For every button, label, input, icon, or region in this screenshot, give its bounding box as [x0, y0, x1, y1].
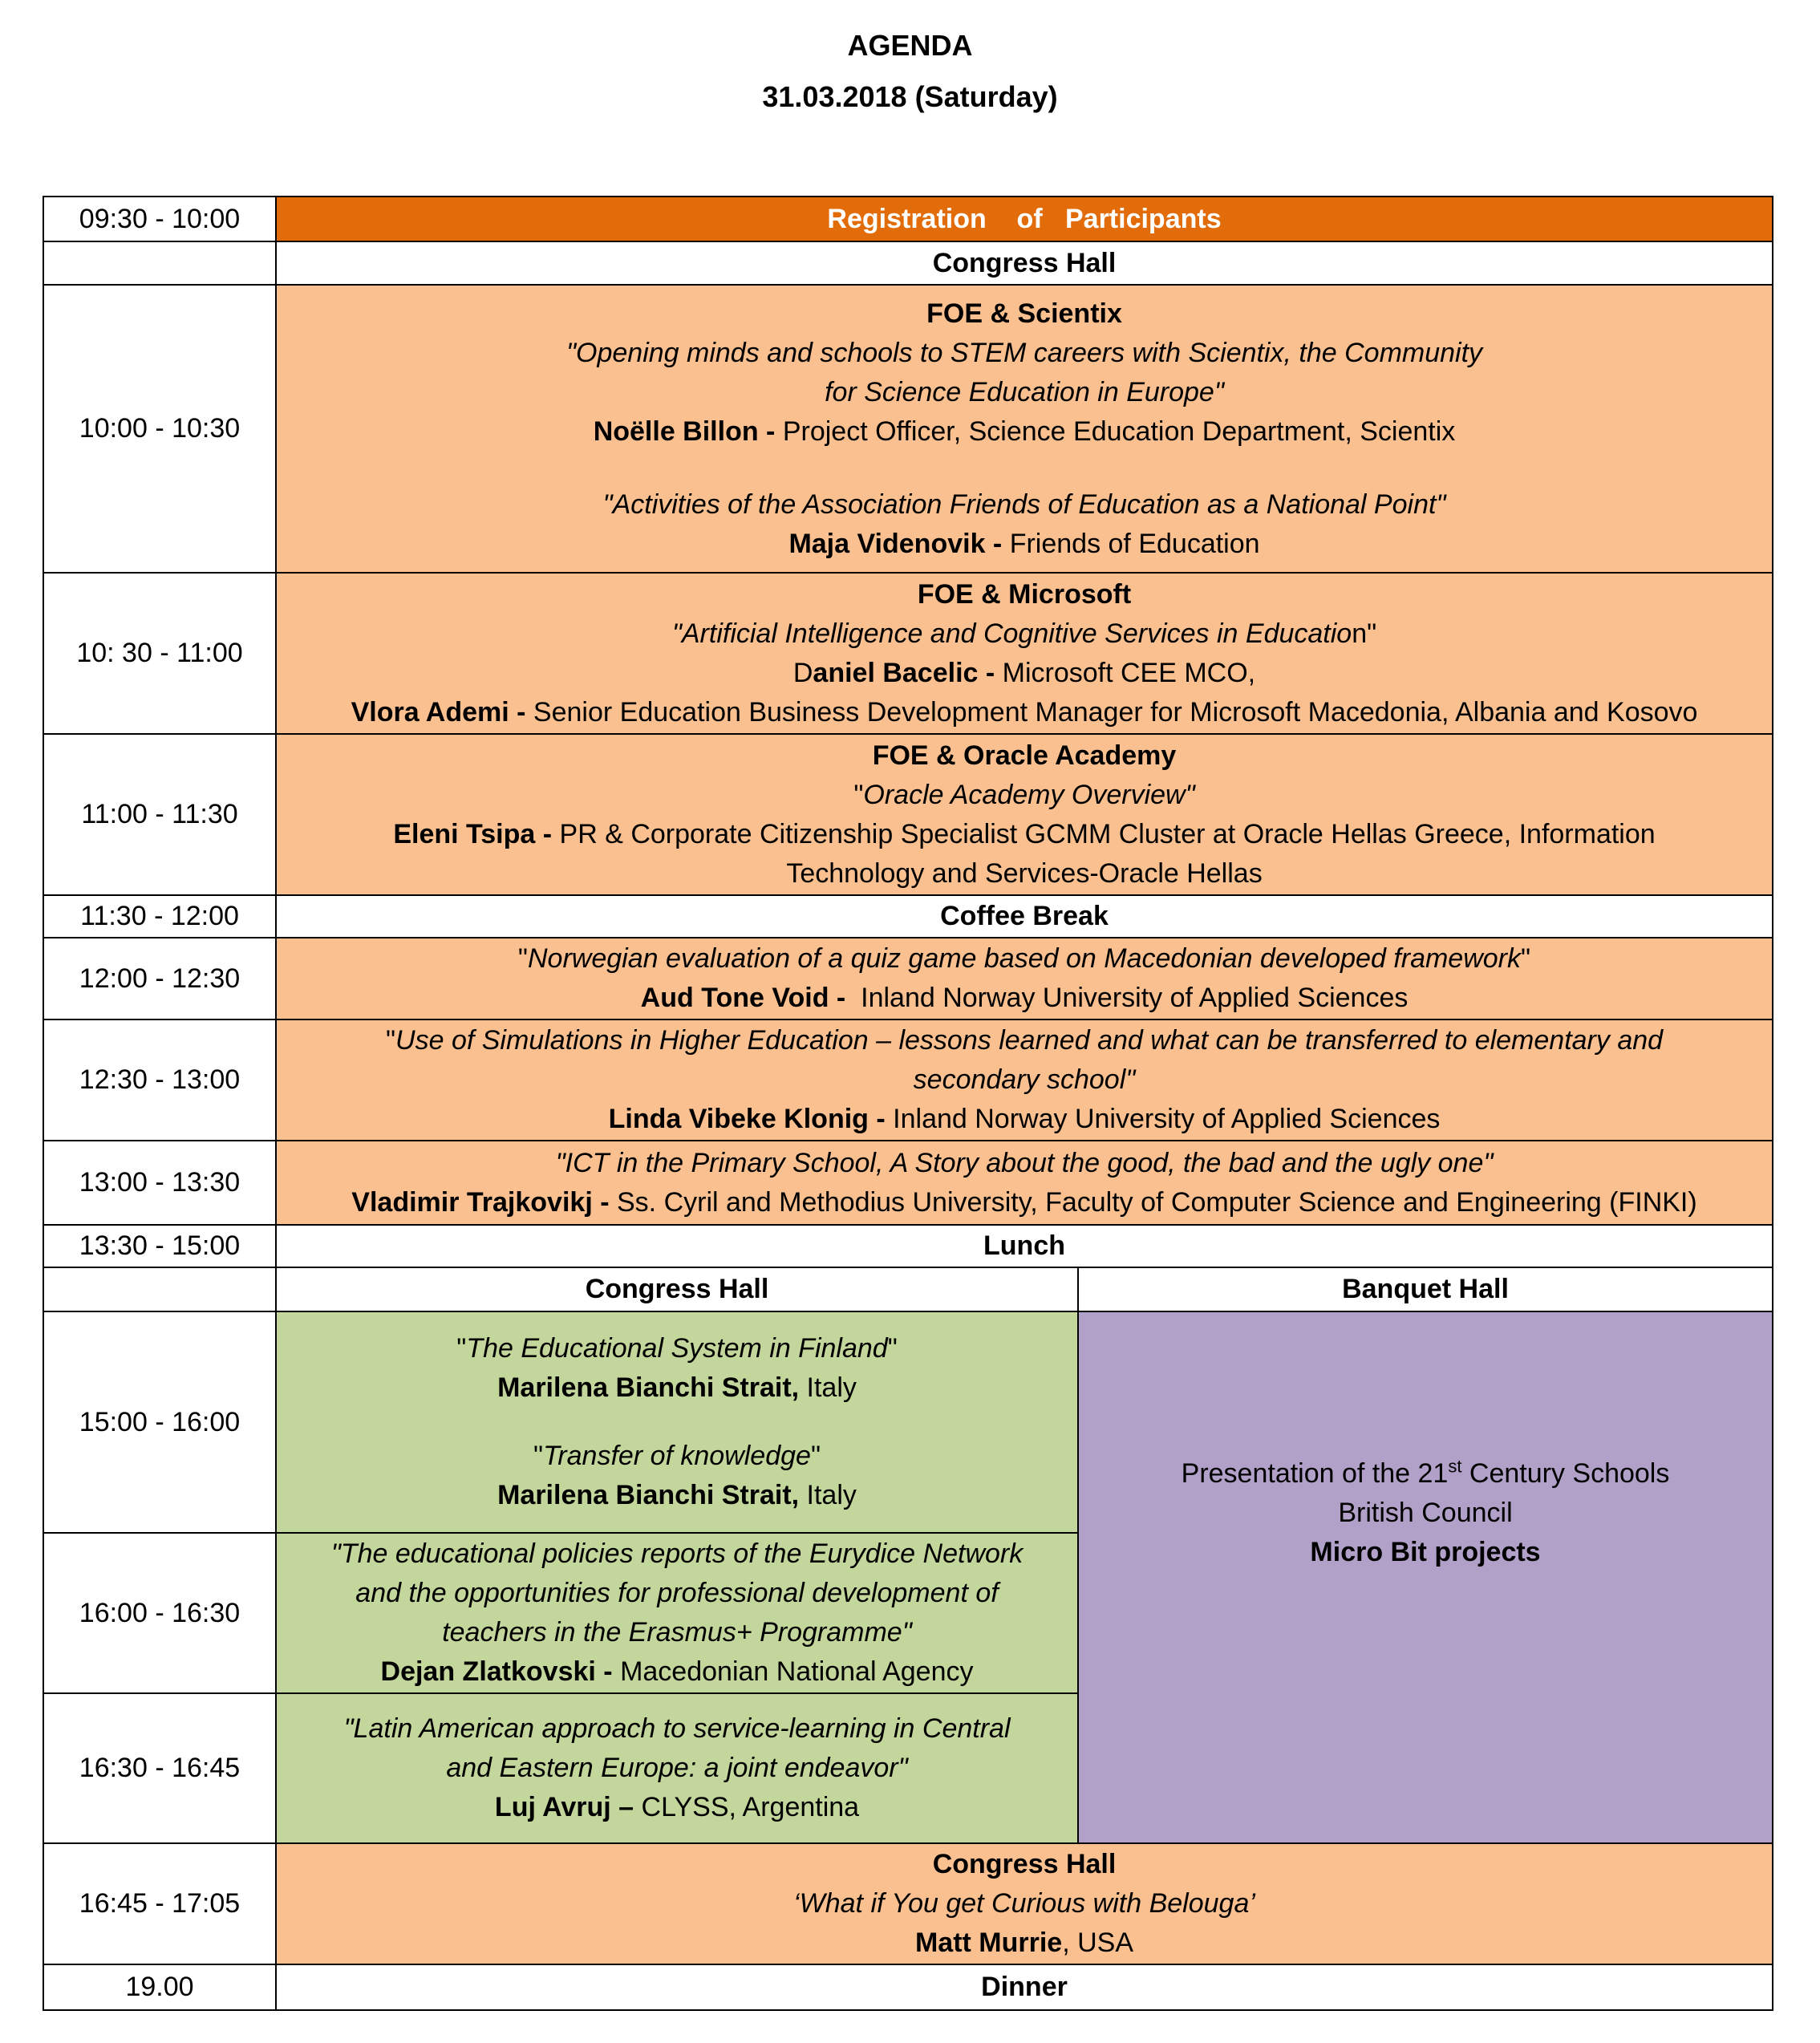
table-row — [43, 895, 1773, 938]
speaker-affiliation-cont: Technology and Services-Oracle Hellas — [786, 857, 1263, 889]
speaker-line — [282, 1476, 1072, 1515]
venue-congress-hall: Congress Hall — [932, 1849, 1117, 1879]
speaker-line — [282, 412, 1767, 452]
banquet-text: Presentation of the 21 — [1181, 1458, 1449, 1489]
session-org: FOE & Microsoft — [917, 578, 1132, 610]
quote-mark: " — [385, 1025, 396, 1056]
talk-title: "ICT in the Primary School, A Story about the good, the bad and the ugly one" — [555, 1147, 1494, 1178]
talk-title-cont: teachers in the Erasmus+ Programme" — [442, 1617, 912, 1648]
time-cell: 15:00 - 16:00 — [43, 1311, 276, 1533]
time-cell: 19.00 — [43, 1964, 276, 2010]
session-microsoft — [276, 573, 1773, 734]
speaker-name: Maja Videnovik - — [788, 528, 1003, 559]
superscript: st — [1448, 1456, 1462, 1477]
speaker-affiliation: Senior Education Business Development Manager for Microsoft Macedonia, Albania and Kosovo — [525, 696, 1698, 728]
talk-title-italic: Norwegian evaluation of a quiz game based on Macedonian developed framework — [528, 943, 1521, 974]
talk-title-italic: Transfer of knowledge — [543, 1441, 811, 1471]
banquet-line — [1084, 1454, 1767, 1494]
session-org: FOE & Scientix — [926, 298, 1122, 329]
speaker-affiliation: Italy — [799, 1480, 857, 1510]
agenda-table — [43, 196, 1773, 2011]
table-row — [43, 734, 1773, 895]
session-scientix — [276, 285, 1773, 573]
speaker-line — [282, 1100, 1767, 1139]
venue-congress-hall: Congress Hall — [276, 241, 1773, 285]
speaker-name: Eleni Tsipa - — [393, 818, 553, 849]
speaker-affiliation: Friends of Education — [1002, 528, 1260, 559]
speaker-name: Marilena Bianchi Strait, — [497, 1372, 800, 1403]
time-cell: 13:30 - 15:00 — [43, 1225, 276, 1267]
session-latin-america — [276, 1693, 1078, 1843]
quote-mark: " — [853, 779, 864, 810]
agenda-date: 31.03.2018 (Saturday) — [762, 80, 1058, 113]
time-cell: 16:30 - 16:45 — [43, 1693, 276, 1843]
time-cell: 12:30 - 13:00 — [43, 1019, 276, 1141]
speaker-affiliation: Inland Norway University of Applied Sciences — [885, 1104, 1441, 1134]
speaker-affiliation: Microsoft CEE MCO, — [995, 657, 1256, 688]
time-cell: 13:00 - 13:30 — [43, 1141, 276, 1225]
speaker-line — [282, 1788, 1072, 1827]
table-row — [43, 1141, 1773, 1225]
talk-title-italic: "Artificial Intelligence and Cognitive Services in Educatio — [671, 618, 1352, 649]
speaker-name: Luj Avruj – — [494, 1792, 634, 1822]
speaker-name: Aud Tone Void - — [640, 983, 853, 1013]
time-cell: 11:00 - 11:30 — [43, 734, 276, 895]
time-cell: 16:45 - 17:05 — [43, 1843, 276, 1964]
quote-mark: " — [1521, 943, 1531, 974]
quote-mark: " — [517, 943, 528, 974]
spacer — [282, 452, 1767, 485]
table-row — [43, 938, 1773, 1019]
banquet-org: British Council — [1338, 1498, 1513, 1528]
session-oracle — [276, 734, 1773, 895]
talk-title-cont: and the opportunities for professional development of — [355, 1578, 999, 1608]
talk-title-end: n" — [1352, 618, 1377, 649]
talk-title: ‘What if You get Curious with Belouga’ — [793, 1888, 1255, 1919]
speaker-affiliation: Ss. Cyril and Methodius University, Faculty of Computer Science and Engineering (FINKI) — [609, 1186, 1697, 1218]
talk-title — [282, 939, 1767, 979]
venue-banquet-hall: Banquet Hall — [1078, 1267, 1773, 1311]
table-row — [43, 285, 1773, 573]
talk-title — [282, 1437, 1072, 1476]
talk-title — [282, 776, 1767, 815]
coffee-break: Coffee Break — [276, 895, 1773, 938]
talk-title-cont: and Eastern Europe: a joint endeavor" — [446, 1753, 908, 1783]
speaker-name: aniel Bacelic - — [813, 657, 995, 688]
speaker-line — [282, 1368, 1072, 1408]
dinner: Dinner — [276, 1964, 1773, 2010]
agenda-title: AGENDA — [847, 29, 973, 62]
registration-banner: Registration of Participants — [276, 197, 1773, 241]
speaker-affiliation: Project Officer, Science Education Department, Scientix — [775, 415, 1456, 447]
session-org: FOE & Oracle Academy — [872, 740, 1177, 771]
talk-title — [282, 614, 1767, 654]
lunch-break: Lunch — [276, 1225, 1773, 1267]
speaker-initial: D — [792, 657, 813, 688]
talk-title-cont: secondary school" — [913, 1064, 1136, 1095]
speaker-name: Vladimir Trajkovikj - — [351, 1186, 610, 1218]
talk-title: "Latin American approach to service-learning in Central — [343, 1713, 1011, 1744]
speaker-name: Matt Murrie — [914, 1927, 1063, 1958]
speaker-name: Noëlle Billon - — [593, 415, 776, 447]
quote-mark: " — [533, 1441, 544, 1471]
speaker-affiliation: Italy — [799, 1372, 857, 1403]
quote-mark: " — [887, 1333, 898, 1364]
table-row — [43, 573, 1773, 734]
talk-title: "Opening minds and schools to STEM careers with Scientix, the Community — [565, 337, 1483, 368]
time-cell — [43, 241, 276, 285]
speaker-line — [282, 1923, 1767, 1963]
speaker-affiliation: Macedonian National Agency — [612, 1656, 974, 1687]
talk-title: "The educational policies reports of the Eurydice Network — [330, 1538, 1023, 1569]
speaker-affiliation: Inland Norway University of Applied Sciences — [853, 983, 1409, 1013]
speaker-affiliation: PR & Corporate Citizenship Specialist GCMM Cluster at Oracle Hellas Greece, Information — [552, 818, 1656, 849]
table-row — [43, 1964, 1773, 2010]
banquet-project: Micro Bit projects — [1310, 1537, 1541, 1567]
table-row — [43, 1019, 1773, 1141]
talk-title — [282, 1021, 1767, 1060]
session-ict — [276, 1141, 1773, 1225]
speaker-line — [282, 693, 1767, 732]
speaker-affiliation: , USA — [1062, 1927, 1134, 1958]
speaker-line — [282, 1183, 1767, 1222]
session-eurydice — [276, 1533, 1078, 1693]
time-cell: 10: 30 - 11:00 — [43, 573, 276, 734]
speaker-line — [282, 1652, 1072, 1692]
table-row — [43, 241, 1773, 285]
time-cell: 10:00 - 10:30 — [43, 285, 276, 573]
table-row — [43, 197, 1773, 241]
time-cell: 09:30 - 10:00 — [43, 197, 276, 241]
talk-title — [282, 1329, 1072, 1368]
session-banquet-21st-century-schools — [1078, 1311, 1773, 1843]
talk-title-cont: for Science Education in Europe" — [825, 376, 1224, 407]
table-row — [43, 1267, 1773, 1311]
time-cell: 12:00 - 12:30 — [43, 938, 276, 1019]
session-norwegian-evaluation — [276, 938, 1773, 1019]
time-cell: 11:30 - 12:00 — [43, 895, 276, 938]
quote-mark: " — [456, 1333, 467, 1364]
table-row — [43, 1843, 1773, 1964]
speaker-name: Marilena Bianchi Strait, — [497, 1480, 800, 1510]
speaker-name: Vlora Ademi - — [351, 696, 526, 728]
speaker-line — [282, 815, 1767, 854]
speaker-line — [282, 979, 1767, 1018]
talk-title-italic: Oracle Academy Overview" — [863, 779, 1195, 810]
session-simulations — [276, 1019, 1773, 1141]
speaker-name: Linda Vibeke Klonig - — [608, 1104, 886, 1134]
talk-title: "Activities of the Association Friends of Education as a National Point" — [602, 488, 1446, 520]
venue-congress-hall: Congress Hall — [276, 1267, 1078, 1311]
session-belouga — [276, 1843, 1773, 1964]
quote-mark: " — [810, 1441, 821, 1471]
time-cell — [43, 1267, 276, 1311]
time-cell: 16:00 - 16:30 — [43, 1533, 276, 1693]
speaker-affiliation: CLYSS, Argentina — [634, 1792, 860, 1822]
talk-title-italic: The Educational System in Finland — [466, 1333, 888, 1364]
session-finland — [276, 1311, 1078, 1533]
speaker-name: Dejan Zlatkovski - — [380, 1656, 613, 1687]
talk-title-italic: Use of Simulations in Higher Education – lessons learned and what can be transferred to elementary and — [395, 1025, 1664, 1056]
table-row — [43, 1311, 1773, 1533]
table-row — [43, 1225, 1773, 1267]
speaker-line — [282, 525, 1767, 564]
banquet-text: Century Schools — [1461, 1458, 1670, 1489]
speaker-line — [282, 654, 1767, 693]
spacer — [282, 1408, 1072, 1437]
